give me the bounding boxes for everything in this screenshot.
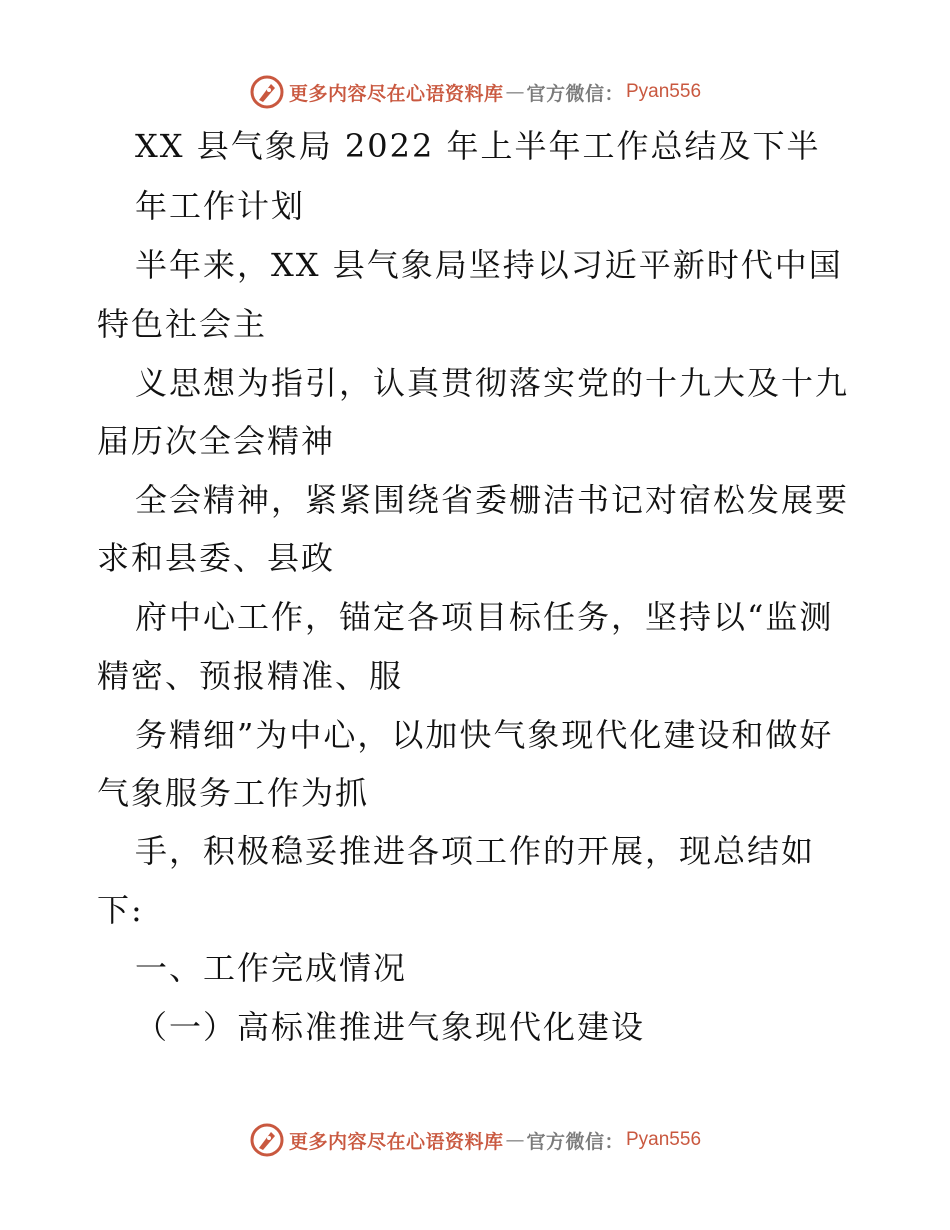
paragraph-line: 全会精神，紧紧围绕省委栅洁书记对宿松发展要 xyxy=(135,481,850,519)
paragraph-line: 义思想为指引，认真贯彻落实党的十九大及十九 xyxy=(135,364,850,402)
banner-site-name: 更多内容尽在心语资料库 xyxy=(288,82,504,105)
document-title-line-1: XX 县气象局 2022 年上半年工作总结及下半 xyxy=(135,127,821,165)
paragraph-line: 府中心工作，锚定各项目标任务，坚持以“监测 xyxy=(135,598,834,636)
paragraph-line: 手，积极稳妥推进各项工作的开展，现总结如 xyxy=(135,832,816,870)
paragraph-line: 求和县委、县政 xyxy=(97,539,336,577)
paragraph-line: 下: xyxy=(97,891,144,929)
paragraph-line: 特色社会主 xyxy=(97,305,268,343)
paragraph-line: 务精细”为中心，以加快气象现代化建设和做好 xyxy=(135,716,834,754)
banner-wechat-label: 官方微信： xyxy=(526,1130,624,1153)
paragraph-line: 精密、预报精准、服 xyxy=(97,657,404,695)
banner-separator: — xyxy=(505,81,525,103)
paragraph-line: 届历次全会精神 xyxy=(97,422,336,460)
banner-wechat-label: 官方微信： xyxy=(526,82,624,105)
banner-wechat-id: Pyan556 xyxy=(626,1129,702,1150)
pen-nib-logo-icon xyxy=(249,74,285,110)
banner-separator: — xyxy=(505,1129,525,1151)
paragraph-line: 半年来，XX 县气象局坚持以习近平新时代中国 xyxy=(135,246,843,284)
header-banner xyxy=(0,72,950,112)
banner-site-name: 更多内容尽在心语资料库 xyxy=(288,1130,504,1153)
document-title-line-2: 年工作计划 xyxy=(135,187,306,225)
section-heading: 一、工作完成情况 xyxy=(135,949,408,987)
subsection-heading: （一）高标准推进气象现代化建设 xyxy=(135,1008,646,1046)
banner-wechat-id: Pyan556 xyxy=(626,81,702,102)
footer-banner xyxy=(0,1120,950,1160)
pen-nib-logo-icon xyxy=(249,1122,285,1158)
paragraph-line: 气象服务工作为抓 xyxy=(97,774,370,812)
